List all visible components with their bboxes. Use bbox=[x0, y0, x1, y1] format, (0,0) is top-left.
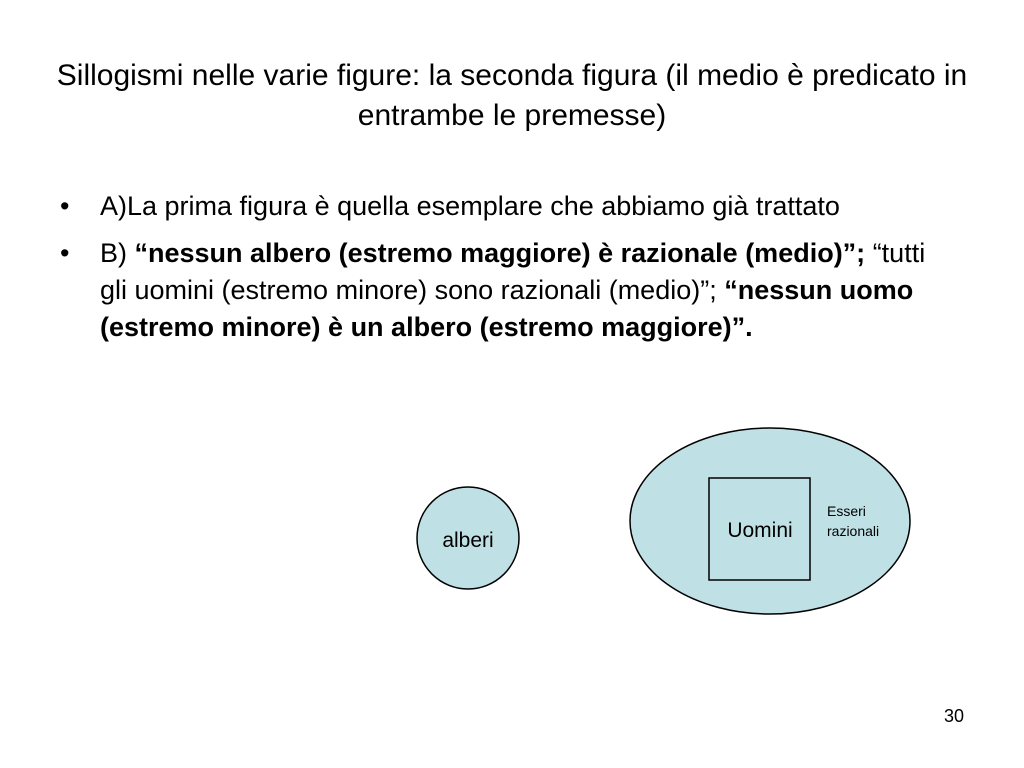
razionali-label: razionali bbox=[827, 523, 880, 539]
uomini-label: Uomini bbox=[727, 519, 793, 542]
bullet-a-text: A)La prima figura è quella esemplare che abbiamo già trattato bbox=[100, 191, 840, 221]
slide-title: Sillogismi nelle varie figure: la seconda figura (il medio è predicato in entrambe le premesse) bbox=[56, 59, 968, 132]
bullet-b-prefix: B) bbox=[100, 238, 135, 268]
bullet-marker: • bbox=[60, 238, 70, 268]
conclusion: “nessun uomo (estremo minore) è un albero (estremo maggiore)”. bbox=[100, 275, 914, 342]
alberi-label: alberi bbox=[442, 529, 494, 552]
esseri-label: Esseri bbox=[827, 503, 866, 519]
bullet-marker: • bbox=[60, 191, 70, 221]
minor-premise: “tutti gli uomini (estremo minore) sono razionali (medio)”; bbox=[100, 238, 926, 305]
major-premise: “nessun albero (estremo maggiore) è razionale (medio)”; bbox=[134, 238, 866, 268]
page-number: 30 bbox=[943, 706, 964, 726]
